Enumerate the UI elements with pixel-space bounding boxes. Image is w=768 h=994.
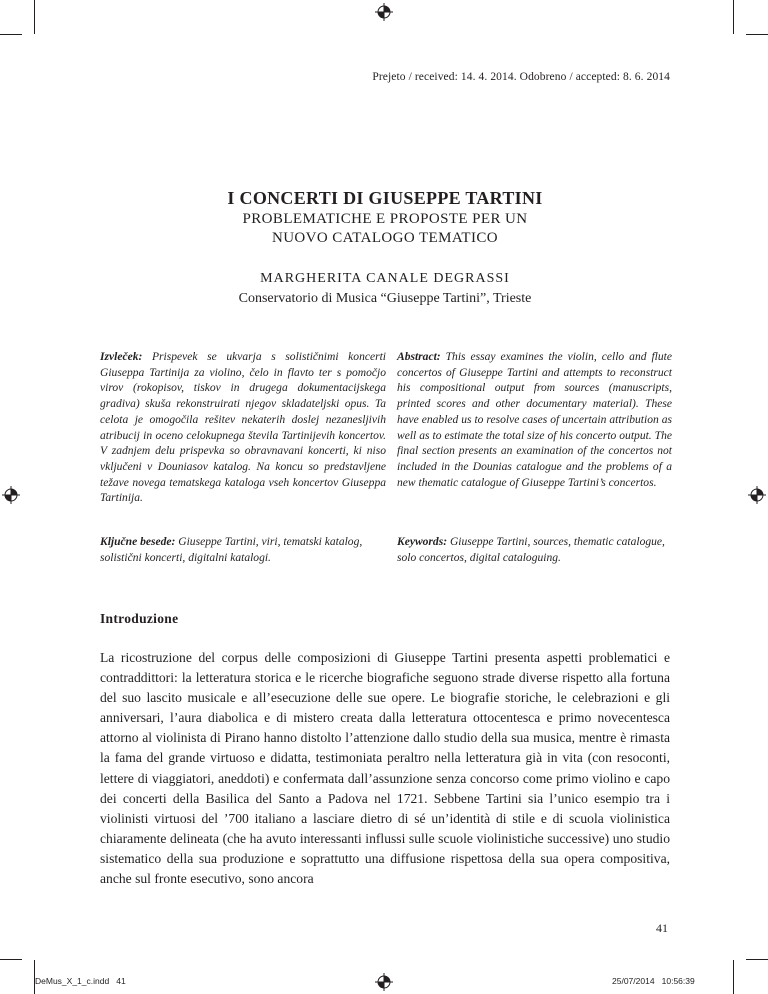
slug-file-name: DeMus_X_1_c.indd 41	[35, 976, 126, 986]
author-affiliation: Conservatorio di Musica “Giuseppe Tartini”, Trieste	[238, 291, 532, 306]
abstract-en-text: This essay examines the violin, cello and flute concertos of Giuseppe Tartini and attempts to reconstruct his compositional output from sources (manuscripts, printed scores and other documentary material). These have enabled us to resolve cases of uncertain attribution as well as to estimate the total size of his concerto output. The final section presents an examination of the concertos not included in the Dounias catalogue and the problems of a new thematic catalogue of Giuseppe Tartini’s concertos.	[397, 351, 672, 489]
crop-mark-bottom-left-h	[0, 959, 22, 960]
registration-mark-bottom-icon	[375, 973, 393, 991]
section-heading: Introduzione	[100, 611, 179, 626]
crop-mark-bottom-right-v	[733, 960, 734, 994]
crop-mark-top-right-v	[733, 0, 734, 34]
crop-mark-top-left-h	[0, 34, 22, 35]
keywords-sl-label: Ključne besede:	[100, 536, 176, 548]
registration-mark-right-icon	[748, 486, 766, 504]
crop-mark-bottom-right-h	[746, 959, 768, 960]
keywords-en-label: Keywords:	[397, 536, 448, 548]
article-subtitle-line1: PROBLEMATICHE E PROPOSTE PER UN	[242, 211, 528, 227]
registration-mark-left-icon	[2, 486, 20, 504]
abstract-slovenian	[100, 350, 386, 507]
title-block	[100, 187, 670, 308]
abstract-sl-text: Prispevek se ukvarja s solističnimi koncerti Giuseppa Tartinija za violino, čelo in flavto ter s pomočjo virov (rokopisov, tiskov in drugega dokumentacijskega gradiva) skuša rekonstruirati njegov skladateljski opus. Ta celota je omogočila rešitev nekaterih doslej nezanesljivih atribucij in oceno celokupnega števila Tartinijevih koncertov. V zadnjem delu prispevka so obravnavani koncerti, ki niso vključeni v Douniasov katalog. Na koncu so predstavljene težave novega tematskega kataloga vseh koncertov Giuseppa Tartinija.	[100, 351, 387, 505]
registration-mark-top-icon	[375, 3, 393, 21]
crop-mark-top-left-v	[34, 0, 35, 34]
abstract-sl-label: Izvleček:	[100, 351, 143, 363]
keywords-en-text: Giuseppe Tartini, sources, thematic catalogue, solo concertos, digital cataloguing.	[397, 536, 665, 564]
page-number: 41	[656, 921, 668, 935]
keywords-sl-text: Giuseppe Tartini, viri, tematski katalog, solistični koncerti, digitalni katalogi.	[100, 536, 363, 564]
author-name: MARGHERITA CANALE DEGRASSI	[260, 271, 510, 286]
abstract-english	[397, 350, 672, 491]
body-text	[100, 648, 670, 889]
slug-date-time: 25/07/2014 10:56:39	[612, 976, 695, 986]
keywords-slovenian	[100, 535, 388, 566]
crop-mark-top-right-h	[746, 34, 768, 35]
body-paragraph: La ricostruzione del corpus delle composizioni di Giuseppe Tartini presenta aspetti problematici e contraddittori: la letteratura storica e le ricerche biografiche seguono strade diverse rispetto alla fortuna del suo lascito musicale e all’esecuzione delle sue opere. Le biografie storiche, le celebrazioni e gli anniversari, l’aura diabolica e di mistero creata dalla letteratura ottocentesca e primo novecentesca attorno al violinista di Pirano hanno distolto l’attenzione dallo studio della sua musica, mentre è rimasta la fama del grande virtuoso e didatta, testimoniata peraltro nella letteratura già in vita (con resoconti, lettere di viaggiatori, aneddoti) e confermata dall’assunzione senza concorso come primo violino e capo dei concerti della Basilica del Santo a Padova nel 1721. Sebbene Tartini sia l’unico esempio tra i violinisti virtuosi del ’700 italiano a lasciare dietro di sé un’identità di stile e di scuola violinistica chiaramente delineata (che ha avuto interessanti influssi sulle scuole violinistiche successive) uno studio sistematico della sua produzione e soprattutto una diffusione rispettosa della sua opera compositiva, anche sul fronte esecutivo, sono ancora	[100, 650, 670, 887]
abstract-en-label: Abstract:	[397, 351, 441, 363]
article-subtitle-line2: NUOVO CATALOGO TEMATICO	[271, 230, 499, 246]
article-title: I CONCERTI DI GIUSEPPE TARTINI	[227, 188, 543, 208]
keywords-english	[397, 535, 672, 566]
received-accepted-dates: Prejeto / received: 14. 4. 2014. Odobreno / accepted: 8. 6. 2014	[372, 71, 670, 83]
